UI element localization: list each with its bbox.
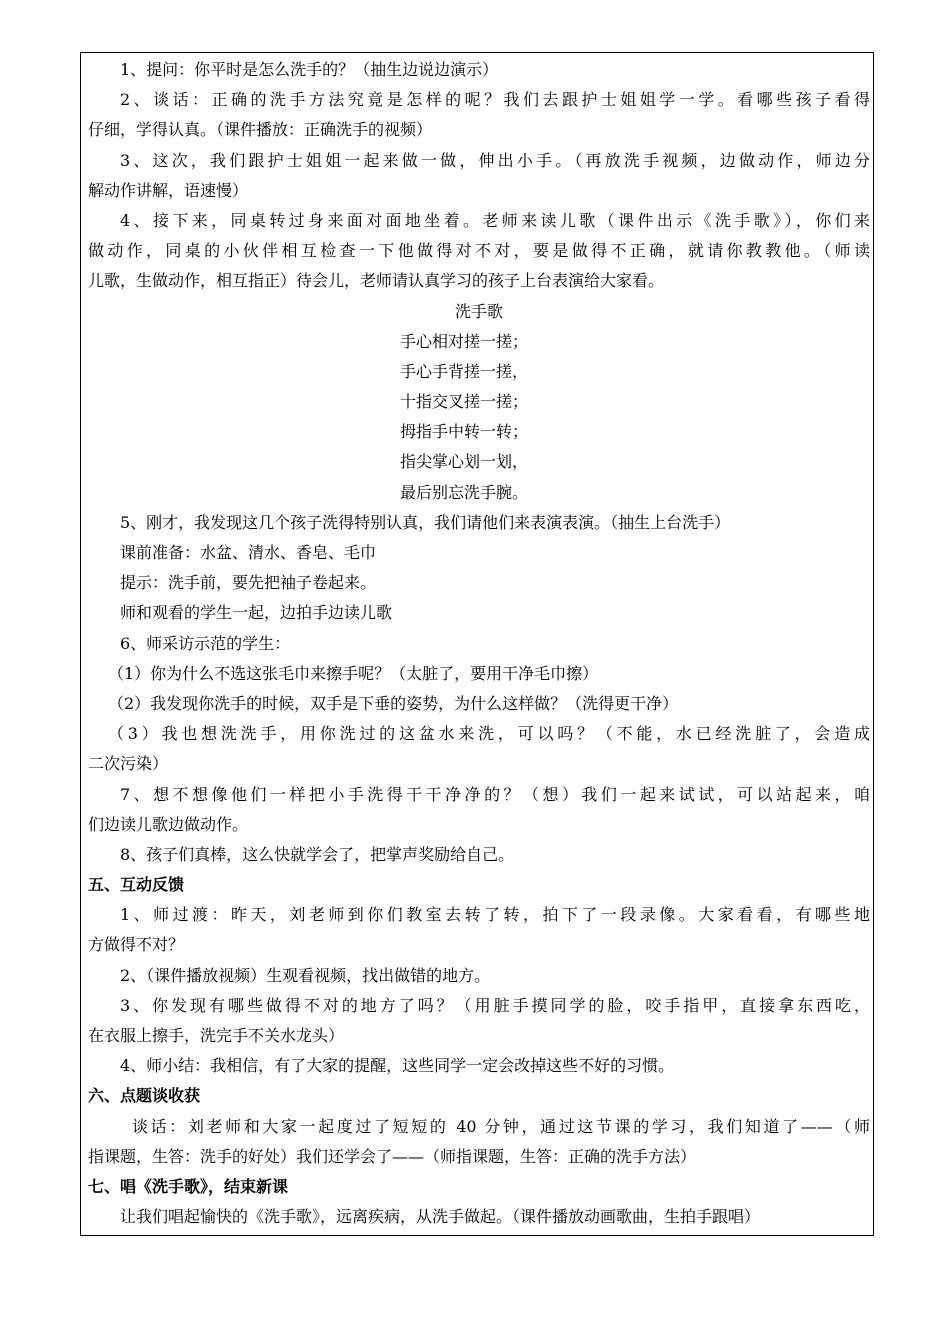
section-heading-song: 七、唱《洗手歌》，结束新课 xyxy=(88,1176,289,1196)
step-7-practice: 7、想不想像他们一样把小手洗得干干净净的？（想）我们一起来试试，可以站起来，咱 xyxy=(120,784,870,804)
interview-q1: （1）你为什么不选这张毛巾来擦手呢？（太脏了，要用干净毛巾擦） xyxy=(108,663,599,683)
step-1-question: 1、提问：你平时是怎么洗手的？（抽生边说边演示） xyxy=(120,60,499,79)
step-5-perform: 5、刚才，我发现这几个孩子洗得特别认真，我们请他们来表演表演。（抽生上台洗手） xyxy=(120,512,731,532)
interview-q3: （3）我也想洗洗手，用你洗过的这盆水来洗，可以吗？（不能，水已经洗脏了，会造成 xyxy=(108,724,870,744)
feedback-1: 1、师过渡：昨天，刘老师到你们教室去转了转，拍下了一段录像。大家看看，有哪些地 xyxy=(120,905,870,925)
step-4-pairs-cont-2: 儿歌，生做动作，相互指正）待会儿，老师请认真学习的孩子上台表演给大家看。 xyxy=(88,271,665,291)
step-2-talk: 2、谈话：正确的洗手方法究竟是怎样的呢？我们去跟护士姐姐学一学。看哪些孩子看得 xyxy=(120,90,870,110)
step-7-practice-cont: 们边读儿歌边做动作。 xyxy=(88,814,249,834)
feedback-3: 3、你发现有哪些做得不对的地方了吗？（用脏手摸同学的脸，咬手指甲，直接拿东西吃， xyxy=(120,995,870,1015)
step-4-pairs: 4、接下来，同桌转过身来面对面地坐着。老师来读儿歌（课件出示《洗手歌》），你们来 xyxy=(120,210,870,230)
step-8-praise: 8、孩子们真棒，这么快就学会了，把掌声奖励给自己。 xyxy=(120,844,515,864)
feedback-3-cont: 在衣服上擦手，洗完手不关水龙头） xyxy=(88,1026,345,1045)
step-4-pairs-cont: 做动作，同桌的小伙伴相互检查一下他做得对不对，要是做得不正确，就请你教教他。（师读 xyxy=(88,241,870,261)
interview-q2: （2）我发现你洗手的时候，双手是下垂的姿势，为什么这样做？（洗得更干净） xyxy=(108,693,679,713)
section-heading-summary: 六、点题谈收获 xyxy=(88,1086,201,1106)
feedback-2: 2、（课件播放视频）生观看视频，找出做错的地方。 xyxy=(120,965,491,985)
summary-talk: 谈话：刘老师和大家一起度过了短短的 40 分钟，通过这节课的学习，我们知道了——（师 xyxy=(132,1116,870,1136)
tip-note: 提示：洗手前，要先把袖子卷起来。 xyxy=(120,573,377,593)
summary-talk-cont: 指课题，生答：洗手的好处）我们还学会了——（师指课题，生答：正确的洗手方法） xyxy=(88,1146,697,1166)
feedback-4: 4、师小结：我相信，有了大家的提醒，这些同学一定会改掉这些不好的习惯。 xyxy=(120,1056,675,1076)
clap-read-note: 师和观看的学生一起，边拍手边读儿歌 xyxy=(120,603,393,623)
step-6-interview: 6、师采访示范的学生： xyxy=(120,633,291,653)
poem-title: 洗手歌 xyxy=(454,301,503,321)
preparation-note: 课前准备：水盆、清水、香皂、毛巾 xyxy=(120,543,377,562)
lesson-plan-body xyxy=(88,55,870,1232)
feedback-1-cont: 方做得不对？ xyxy=(88,935,185,955)
poem-line: 手心相对搓一搓； xyxy=(400,331,529,351)
step-3-follow: 3、这次，我们跟护士姐姐一起来做一做，伸出小手。（再放洗手视频，边做动作，师边分 xyxy=(120,150,870,170)
section-heading-feedback: 五、互动反馈 xyxy=(88,875,185,895)
interview-q3-cont: 二次污染） xyxy=(88,754,169,774)
step-2-talk-cont: 仔细，学得认真。（课件播放：正确洗手的视频） xyxy=(88,120,433,140)
poem-line: 手心手背搓一搓， xyxy=(400,361,529,381)
poem-line: 拇指手中转一转； xyxy=(400,422,529,442)
poem-line: 指尖掌心划一划， xyxy=(400,452,529,472)
poem-line: 十指交叉搓一搓； xyxy=(400,392,529,412)
step-3-follow-cont: 解动作讲解，语速慢） xyxy=(88,180,249,200)
poem-line: 最后别忘洗手腕。 xyxy=(400,482,529,502)
song-ending: 让我们唱起愉快的《洗手歌》，远离疾病，从洗手做起。（课件播放动画歌曲，生拍手跟唱） xyxy=(120,1207,761,1227)
